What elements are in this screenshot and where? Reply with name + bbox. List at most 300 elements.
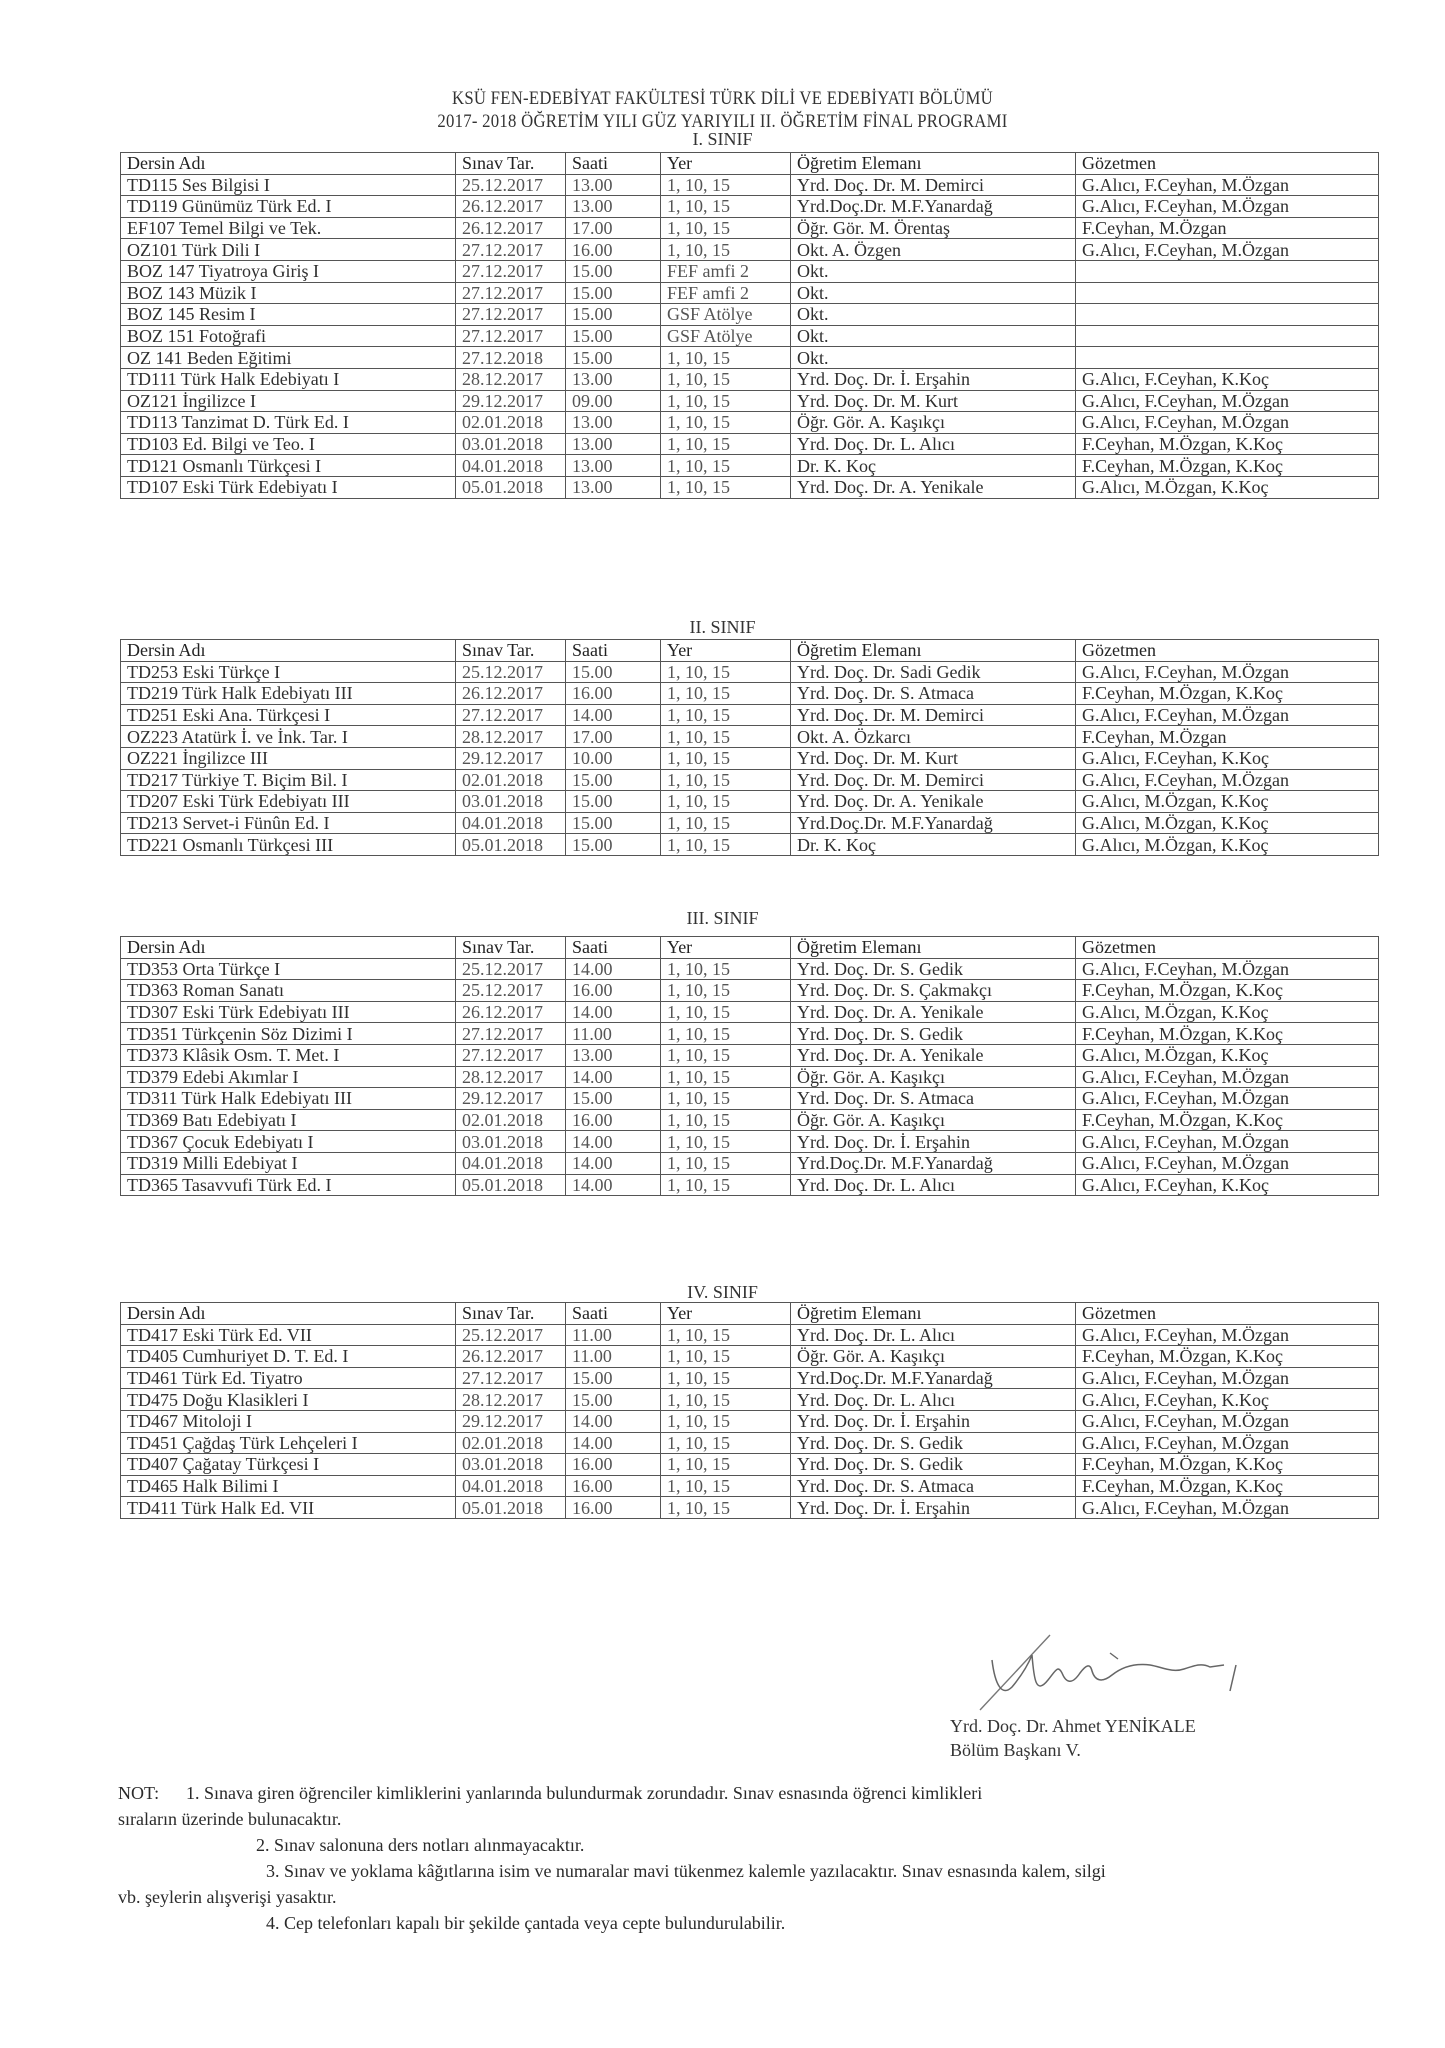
exam-date-cell: 29.12.2017 [456,747,566,769]
instructor-cell: Yrd. Doç. Dr. İ. Erşahin [791,1131,1076,1153]
course-name-cell: TD351 Türkçenin Söz Dizimi I [121,1023,456,1045]
proctor-cell: F.Ceyhan, M.Özgan, K.Koç [1076,1109,1379,1131]
exam-date-cell: 27.12.2017 [456,325,566,347]
column-header-exam-place: Yer [661,640,791,662]
table-row [121,1131,1379,1153]
instructor-cell: Okt. A. Özkarcı [791,726,1076,748]
column-header-proctor: Gözetmen [1076,153,1379,175]
exam-table-sinif-4 [120,1302,1379,1519]
exam-place-cell: 1, 10, 15 [661,1346,791,1368]
instructor-cell: Yrd. Doç. Dr. Sadi Gedik [791,661,1076,683]
course-name-cell: TD207 Eski Türk Edebiyatı III [121,791,456,813]
column-header-exam-time: Saati [566,1303,661,1325]
exam-date-cell: 29.12.2017 [456,390,566,412]
exam-time-cell: 14.00 [566,1432,661,1454]
exam-place-cell: 1, 10, 15 [661,683,791,705]
exam-place-cell: 1, 10, 15 [661,1066,791,1088]
exam-date-cell: 25.12.2017 [456,1324,566,1346]
exam-place-cell: FEF amfi 2 [661,260,791,282]
proctor-cell: G.Alıcı, F.Ceyhan, M.Özgan [1076,196,1379,218]
column-header-instructor: Öğretim Elemanı [791,1303,1076,1325]
instructor-cell: Yrd. Doç. Dr. İ. Erşahin [791,1410,1076,1432]
instructor-cell: Öğr. Gör. M. Örentaş [791,217,1076,239]
table-header-row [121,640,1379,662]
exam-place-cell: 1, 10, 15 [661,1410,791,1432]
proctor-cell: G.Alıcı, F.Ceyhan, M.Özgan [1076,239,1379,261]
column-header-course-name: Dersin Adı [121,937,456,959]
exam-date-cell: 27.12.2017 [456,282,566,304]
instructor-cell: Yrd. Doç. Dr. S. Atmaca [791,1088,1076,1110]
course-name-cell: TD107 Eski Türk Edebiyatı I [121,476,456,498]
proctor-cell: G.Alıcı, F.Ceyhan, M.Özgan [1076,1152,1379,1174]
course-name-cell: TD103 Ed. Bilgi ve Teo. I [121,433,456,455]
course-name-cell: TD367 Çocuk Edebiyatı I [121,1131,456,1153]
exam-date-cell: 28.12.2017 [456,1389,566,1411]
table-row [121,980,1379,1002]
course-name-cell: TD417 Eski Türk Ed. VII [121,1324,456,1346]
exam-date-cell: 26.12.2017 [456,683,566,705]
exam-place-cell: 1, 10, 15 [661,661,791,683]
course-name-cell: TD369 Batı Edebiyatı I [121,1109,456,1131]
instructor-cell: Yrd.Doç.Dr. M.F.Yanardağ [791,196,1076,218]
column-header-instructor: Öğretim Elemanı [791,153,1076,175]
exam-place-cell: 1, 10, 15 [661,834,791,856]
proctor-cell: G.Alıcı, F.Ceyhan, M.Özgan [1076,390,1379,412]
section-title-sinif-1: I. SINIF [692,129,753,149]
exam-time-cell: 13.00 [566,174,661,196]
instructor-cell: Yrd. Doç. Dr. M. Demirci [791,769,1076,791]
table-header-row [121,937,1379,959]
exam-time-cell: 16.00 [566,980,661,1002]
proctor-cell: F.Ceyhan, M.Özgan, K.Koç [1076,433,1379,455]
note-3-continued: vb. şeylerin alışverişi yasaktır. [118,1887,337,1907]
section-title-sinif-3: III. SINIF [686,908,759,928]
course-name-cell: TD253 Eski Türkçe I [121,661,456,683]
table-row [121,1023,1379,1045]
exam-time-cell: 11.00 [566,1346,661,1368]
exam-place-cell: GSF Atölye [661,325,791,347]
exam-time-cell: 15.00 [566,1367,661,1389]
exam-date-cell: 26.12.2017 [456,217,566,239]
course-name-cell: TD251 Eski Ana. Türkçesi I [121,704,456,726]
exam-place-cell: 1, 10, 15 [661,1324,791,1346]
table-row [121,1346,1379,1368]
exam-date-cell: 05.01.2018 [456,1174,566,1196]
exam-date-cell: 03.01.2018 [456,1454,566,1476]
exam-place-cell: 1, 10, 15 [661,1023,791,1045]
exam-time-cell: 14.00 [566,704,661,726]
exam-time-cell: 17.00 [566,726,661,748]
exam-date-cell: 28.12.2017 [456,1066,566,1088]
exam-time-cell: 15.00 [566,1088,661,1110]
exam-date-cell: 27.12.2017 [456,304,566,326]
instructor-cell: Okt. [791,304,1076,326]
exam-place-cell: 1, 10, 15 [661,347,791,369]
note-1-continued: sıraların üzerinde bulunacaktır. [118,1809,342,1829]
instructor-cell: Yrd. Doç. Dr. M. Kurt [791,390,1076,412]
section-title-sinif-4: IV. SINIF [687,1282,758,1302]
exam-time-cell: 13.00 [566,412,661,434]
instructor-cell: Yrd. Doç. Dr. A. Yenikale [791,476,1076,498]
exam-place-cell: 1, 10, 15 [661,1475,791,1497]
instructor-cell: Yrd. Doç. Dr. S. Çakmakçı [791,980,1076,1002]
table-row [121,1044,1379,1066]
proctor-cell: F.Ceyhan, M.Özgan, K.Koç [1076,455,1379,477]
exam-time-cell: 13.00 [566,1044,661,1066]
exam-table-sinif-1 [120,152,1379,499]
proctor-cell: G.Alıcı, M.Özgan, K.Koç [1076,812,1379,834]
proctor-cell: G.Alıcı, F.Ceyhan, M.Özgan [1076,412,1379,434]
column-header-exam-place: Yer [661,153,791,175]
exam-date-cell: 27.12.2017 [456,1044,566,1066]
exam-date-cell: 29.12.2017 [456,1088,566,1110]
proctor-cell [1076,282,1379,304]
course-name-cell: TD119 Günümüz Türk Ed. I [121,196,456,218]
proctor-cell: G.Alıcı, F.Ceyhan, K.Koç [1076,368,1379,390]
table-row [121,704,1379,726]
exam-time-cell: 15.00 [566,661,661,683]
proctor-cell: G.Alıcı, M.Özgan, K.Koç [1076,1001,1379,1023]
exam-date-cell: 25.12.2017 [456,661,566,683]
exam-date-cell: 25.12.2017 [456,958,566,980]
exam-place-cell: 1, 10, 15 [661,726,791,748]
course-name-cell: BOZ 143 Müzik I [121,282,456,304]
table-row [121,769,1379,791]
exam-time-cell: 13.00 [566,368,661,390]
exam-date-cell: 02.01.2018 [456,769,566,791]
course-name-cell: TD319 Milli Edebiyat I [121,1152,456,1174]
proctor-cell: F.Ceyhan, M.Özgan, K.Koç [1076,1023,1379,1045]
exam-date-cell: 04.01.2018 [456,812,566,834]
exam-date-cell: 04.01.2018 [456,455,566,477]
instructor-cell: Yrd. Doç. Dr. İ. Erşahin [791,1497,1076,1519]
course-name-cell: OZ 141 Beden Eğitimi [121,347,456,369]
handwritten-signature [940,1625,1340,1715]
column-header-instructor: Öğretim Elemanı [791,937,1076,959]
course-name-cell: TD311 Türk Halk Edebiyatı III [121,1088,456,1110]
table-row [121,1497,1379,1519]
instructor-cell: Yrd. Doç. Dr. S. Gedik [791,1454,1076,1476]
table-row [121,239,1379,261]
course-name-cell: TD219 Türk Halk Edebiyatı III [121,683,456,705]
course-name-cell: TD217 Türkiye T. Biçim Bil. I [121,769,456,791]
exam-time-cell: 14.00 [566,1001,661,1023]
column-header-exam-time: Saati [566,153,661,175]
table-row [121,174,1379,196]
exam-place-cell: 1, 10, 15 [661,704,791,726]
instructor-cell: Öğr. Gör. A. Kaşıkçı [791,1109,1076,1131]
exam-place-cell: 1, 10, 15 [661,239,791,261]
proctor-cell: G.Alıcı, F.Ceyhan, K.Koç [1076,747,1379,769]
table-header-row [121,1303,1379,1325]
exam-place-cell: 1, 10, 15 [661,1152,791,1174]
note-4: 4. Cep telefonları kapalı bir şekilde çantada veya cepte bulundurulabilir. [266,1913,786,1933]
exam-time-cell: 14.00 [566,958,661,980]
table-row [121,1410,1379,1432]
table-row [121,412,1379,434]
proctor-cell: F.Ceyhan, M.Özgan, K.Koç [1076,980,1379,1002]
column-header-exam-time: Saati [566,640,661,662]
exam-place-cell: 1, 10, 15 [661,791,791,813]
exam-date-cell: 25.12.2017 [456,174,566,196]
proctor-cell [1076,304,1379,326]
exam-time-cell: 13.00 [566,476,661,498]
exam-place-cell: FEF amfi 2 [661,282,791,304]
notes-label: NOT: [118,1783,160,1803]
instructor-cell: Öğr. Gör. A. Kaşıkçı [791,1066,1076,1088]
exam-time-cell: 15.00 [566,282,661,304]
course-name-cell: TD111 Türk Halk Edebiyatı I [121,368,456,390]
table-row [121,1367,1379,1389]
proctor-cell: G.Alıcı, M.Özgan, K.Koç [1076,791,1379,813]
exam-time-cell: 15.00 [566,812,661,834]
exam-time-cell: 13.00 [566,196,661,218]
proctor-cell: G.Alıcı, F.Ceyhan, M.Özgan [1076,1131,1379,1153]
instructor-cell: Yrd. Doç. Dr. A. Yenikale [791,1001,1076,1023]
column-header-exam-date: Sınav Tar. [456,153,566,175]
exam-place-cell: GSF Atölye [661,304,791,326]
table-row [121,726,1379,748]
signatory-name: Yrd. Doç. Dr. Ahmet YENİKALE [950,1716,1196,1736]
instructor-cell: Dr. K. Koç [791,455,1076,477]
exam-date-cell: 04.01.2018 [456,1475,566,1497]
instructor-cell: Öğr. Gör. A. Kaşıkçı [791,412,1076,434]
column-header-course-name: Dersin Adı [121,153,456,175]
proctor-cell: G.Alıcı, F.Ceyhan, M.Özgan [1076,1497,1379,1519]
exam-time-cell: 13.00 [566,433,661,455]
table-row [121,217,1379,239]
column-header-exam-date: Sınav Tar. [456,640,566,662]
exam-time-cell: 14.00 [566,1410,661,1432]
course-name-cell: TD411 Türk Halk Ed. VII [121,1497,456,1519]
exam-time-cell: 13.00 [566,455,661,477]
note-2: 2. Sınav salonuna ders notları alınmayacaktır. [256,1835,585,1855]
exam-date-cell: 27.12.2017 [456,239,566,261]
note-1-text: 1. Sınava giren öğrenciler kimliklerini yanlarında bulundurmak zorundadır. Sınav esnasında öğrenci kimlikleri [186,1783,983,1803]
course-name-cell: TD363 Roman Sanatı [121,980,456,1002]
proctor-cell: G.Alıcı, F.Ceyhan, M.Özgan [1076,1432,1379,1454]
course-name-cell: TD407 Çağatay Türkçesi I [121,1454,456,1476]
instructor-cell: Yrd.Doç.Dr. M.F.Yanardağ [791,812,1076,834]
instructor-cell: Okt. [791,260,1076,282]
exam-time-cell: 15.00 [566,260,661,282]
instructor-cell: Yrd. Doç. Dr. L. Alıcı [791,1174,1076,1196]
exam-time-cell: 15.00 [566,834,661,856]
proctor-cell: G.Alıcı, F.Ceyhan, M.Özgan [1076,661,1379,683]
instructor-cell: Yrd. Doç. Dr. S. Atmaca [791,683,1076,705]
exam-time-cell: 15.00 [566,769,661,791]
exam-date-cell: 28.12.2017 [456,368,566,390]
exam-time-cell: 11.00 [566,1023,661,1045]
course-name-cell: BOZ 147 Tiyatroya Giriş I [121,260,456,282]
instructor-cell: Yrd.Doç.Dr. M.F.Yanardağ [791,1152,1076,1174]
course-name-cell: TD353 Orta Türkçe I [121,958,456,980]
exam-date-cell: 27.12.2017 [456,260,566,282]
instructor-cell: Yrd. Doç. Dr. A. Yenikale [791,1044,1076,1066]
exam-date-cell: 05.01.2018 [456,476,566,498]
notes-section [118,1780,1388,1936]
exam-time-cell: 10.00 [566,747,661,769]
exam-place-cell: 1, 10, 15 [661,747,791,769]
exam-place-cell: 1, 10, 15 [661,958,791,980]
course-name-cell: TD307 Eski Türk Edebiyatı III [121,1001,456,1023]
course-name-cell: BOZ 151 Fotoğrafi [121,325,456,347]
proctor-cell: F.Ceyhan, M.Özgan [1076,726,1379,748]
column-header-exam-date: Sınav Tar. [456,937,566,959]
exam-place-cell: 1, 10, 15 [661,174,791,196]
exam-time-cell: 16.00 [566,1454,661,1476]
table-row [121,1454,1379,1476]
table-row [121,1066,1379,1088]
exam-date-cell: 05.01.2018 [456,834,566,856]
exam-place-cell: 1, 10, 15 [661,196,791,218]
table-row [121,1389,1379,1411]
exam-time-cell: 11.00 [566,1324,661,1346]
table-row [121,390,1379,412]
table-row [121,1324,1379,1346]
exam-date-cell: 03.01.2018 [456,791,566,813]
exam-place-cell: 1, 10, 15 [661,217,791,239]
exam-place-cell: 1, 10, 15 [661,1497,791,1519]
exam-time-cell: 15.00 [566,347,661,369]
exam-date-cell: 03.01.2018 [456,433,566,455]
exam-date-cell: 29.12.2017 [456,1410,566,1432]
exam-time-cell: 14.00 [566,1131,661,1153]
table-row [121,958,1379,980]
proctor-cell: G.Alıcı, F.Ceyhan, M.Özgan [1076,1088,1379,1110]
proctor-cell: G.Alıcı, M.Özgan, K.Koç [1076,834,1379,856]
instructor-cell: Yrd. Doç. Dr. İ. Erşahin [791,368,1076,390]
course-name-cell: TD115 Ses Bilgisi I [121,174,456,196]
instructor-cell: Yrd. Doç. Dr. L. Alıcı [791,433,1076,455]
instructor-cell: Yrd. Doç. Dr. S. Gedik [791,1432,1076,1454]
proctor-cell: G.Alıcı, F.Ceyhan, M.Özgan [1076,769,1379,791]
exam-date-cell: 27.12.2018 [456,347,566,369]
exam-date-cell: 02.01.2018 [456,1109,566,1131]
exam-date-cell: 25.12.2017 [456,980,566,1002]
exam-date-cell: 02.01.2018 [456,412,566,434]
table-header-row [121,153,1379,175]
exam-time-cell: 17.00 [566,217,661,239]
exam-date-cell: 27.12.2017 [456,1023,566,1045]
exam-place-cell: 1, 10, 15 [661,455,791,477]
instructor-cell: Okt. A. Özgen [791,239,1076,261]
instructor-cell: Okt. [791,325,1076,347]
proctor-cell: F.Ceyhan, M.Özgan [1076,217,1379,239]
course-name-cell: TD113 Tanzimat D. Türk Ed. I [121,412,456,434]
proctor-cell [1076,325,1379,347]
table-row [121,683,1379,705]
column-header-exam-place: Yer [661,937,791,959]
exam-date-cell: 03.01.2018 [456,1131,566,1153]
exam-place-cell: 1, 10, 15 [661,390,791,412]
instructor-cell: Yrd. Doç. Dr. S. Atmaca [791,1475,1076,1497]
document-title-line1: KSÜ FEN-EDEBİYAT FAKÜLTESİ TÜRK DİLİ VE EDEBİYATI BÖLÜMÜ [451,88,994,109]
exam-time-cell: 14.00 [566,1174,661,1196]
proctor-cell: G.Alıcı, F.Ceyhan, M.Özgan [1076,1410,1379,1432]
table-row [121,260,1379,282]
instructor-cell: Yrd. Doç. Dr. M. Kurt [791,747,1076,769]
table-row [121,791,1379,813]
table-row [121,1475,1379,1497]
exam-place-cell: 1, 10, 15 [661,433,791,455]
course-name-cell: TD121 Osmanlı Türkçesi I [121,455,456,477]
table-row [121,433,1379,455]
instructor-cell: Yrd. Doç. Dr. S. Gedik [791,1023,1076,1045]
table-row [121,304,1379,326]
column-header-exam-place: Yer [661,1303,791,1325]
proctor-cell: F.Ceyhan, M.Özgan, K.Koç [1076,1475,1379,1497]
instructor-cell: Yrd. Doç. Dr. M. Demirci [791,174,1076,196]
course-name-cell: TD465 Halk Bilimi I [121,1475,456,1497]
exam-date-cell: 28.12.2017 [456,726,566,748]
table-row [121,1152,1379,1174]
course-name-cell: TD213 Servet-i Fünûn Ed. I [121,812,456,834]
exam-time-cell: 16.00 [566,683,661,705]
table-row [121,368,1379,390]
exam-time-cell: 15.00 [566,1389,661,1411]
proctor-cell: F.Ceyhan, M.Özgan, K.Koç [1076,1454,1379,1476]
course-name-cell: TD379 Edebi Akımlar I [121,1066,456,1088]
course-name-cell: TD461 Türk Ed. Tiyatro [121,1367,456,1389]
exam-date-cell: 26.12.2017 [456,196,566,218]
exam-date-cell: 26.12.2017 [456,1001,566,1023]
course-name-cell: TD467 Mitoloji I [121,1410,456,1432]
column-header-exam-time: Saati [566,937,661,959]
course-name-cell: TD475 Doğu Klasikleri I [121,1389,456,1411]
table-row [121,282,1379,304]
exam-table-sinif-2 [120,639,1379,856]
exam-date-cell: 26.12.2017 [456,1346,566,1368]
exam-time-cell: 16.00 [566,239,661,261]
instructor-cell: Yrd.Doç.Dr. M.F.Yanardağ [791,1367,1076,1389]
course-name-cell: BOZ 145 Resim I [121,304,456,326]
proctor-cell: G.Alıcı, M.Özgan, K.Koç [1076,476,1379,498]
instructor-cell: Dr. K. Koç [791,834,1076,856]
instructor-cell: Öğr. Gör. A. Kaşıkçı [791,1346,1076,1368]
instructor-cell: Yrd. Doç. Dr. L. Alıcı [791,1324,1076,1346]
exam-place-cell: 1, 10, 15 [661,1389,791,1411]
course-name-cell: OZ223 Atatürk İ. ve İnk. Tar. I [121,726,456,748]
exam-date-cell: 02.01.2018 [456,1432,566,1454]
document-title-line2: 2017- 2018 ÖĞRETİM YILI GÜZ YARIYILI II. ÖĞRETİM FİNAL PROGRAMI [437,111,1008,132]
exam-place-cell: 1, 10, 15 [661,476,791,498]
table-row [121,812,1379,834]
course-name-cell: TD451 Çağdaş Türk Lehçeleri I [121,1432,456,1454]
course-name-cell: OZ221 İngilizce III [121,747,456,769]
column-header-proctor: Gözetmen [1076,640,1379,662]
course-name-cell: TD221 Osmanlı Türkçesi III [121,834,456,856]
column-header-proctor: Gözetmen [1076,937,1379,959]
proctor-cell: G.Alıcı, F.Ceyhan, M.Özgan [1076,1324,1379,1346]
note-3: 3. Sınav ve yoklama kâğıtlarına isim ve numaralar mavi tükenmez kalemle yazılacaktır. Sınav esnasında kalem, silgi [266,1861,1106,1881]
table-row [121,1001,1379,1023]
exam-time-cell: 14.00 [566,1066,661,1088]
instructor-cell: Okt. [791,282,1076,304]
note-1 [118,1780,1388,1806]
instructor-cell: Yrd. Doç. Dr. L. Alıcı [791,1389,1076,1411]
course-name-cell: OZ101 Türk Dili I [121,239,456,261]
proctor-cell: G.Alıcı, F.Ceyhan, M.Özgan [1076,174,1379,196]
table-row [121,347,1379,369]
table-row [121,196,1379,218]
proctor-cell: G.Alıcı, M.Özgan, K.Koç [1076,1044,1379,1066]
table-row [121,476,1379,498]
exam-place-cell: 1, 10, 15 [661,1001,791,1023]
course-name-cell: TD405 Cumhuriyet D. T. Ed. I [121,1346,456,1368]
exam-time-cell: 15.00 [566,304,661,326]
exam-place-cell: 1, 10, 15 [661,1432,791,1454]
